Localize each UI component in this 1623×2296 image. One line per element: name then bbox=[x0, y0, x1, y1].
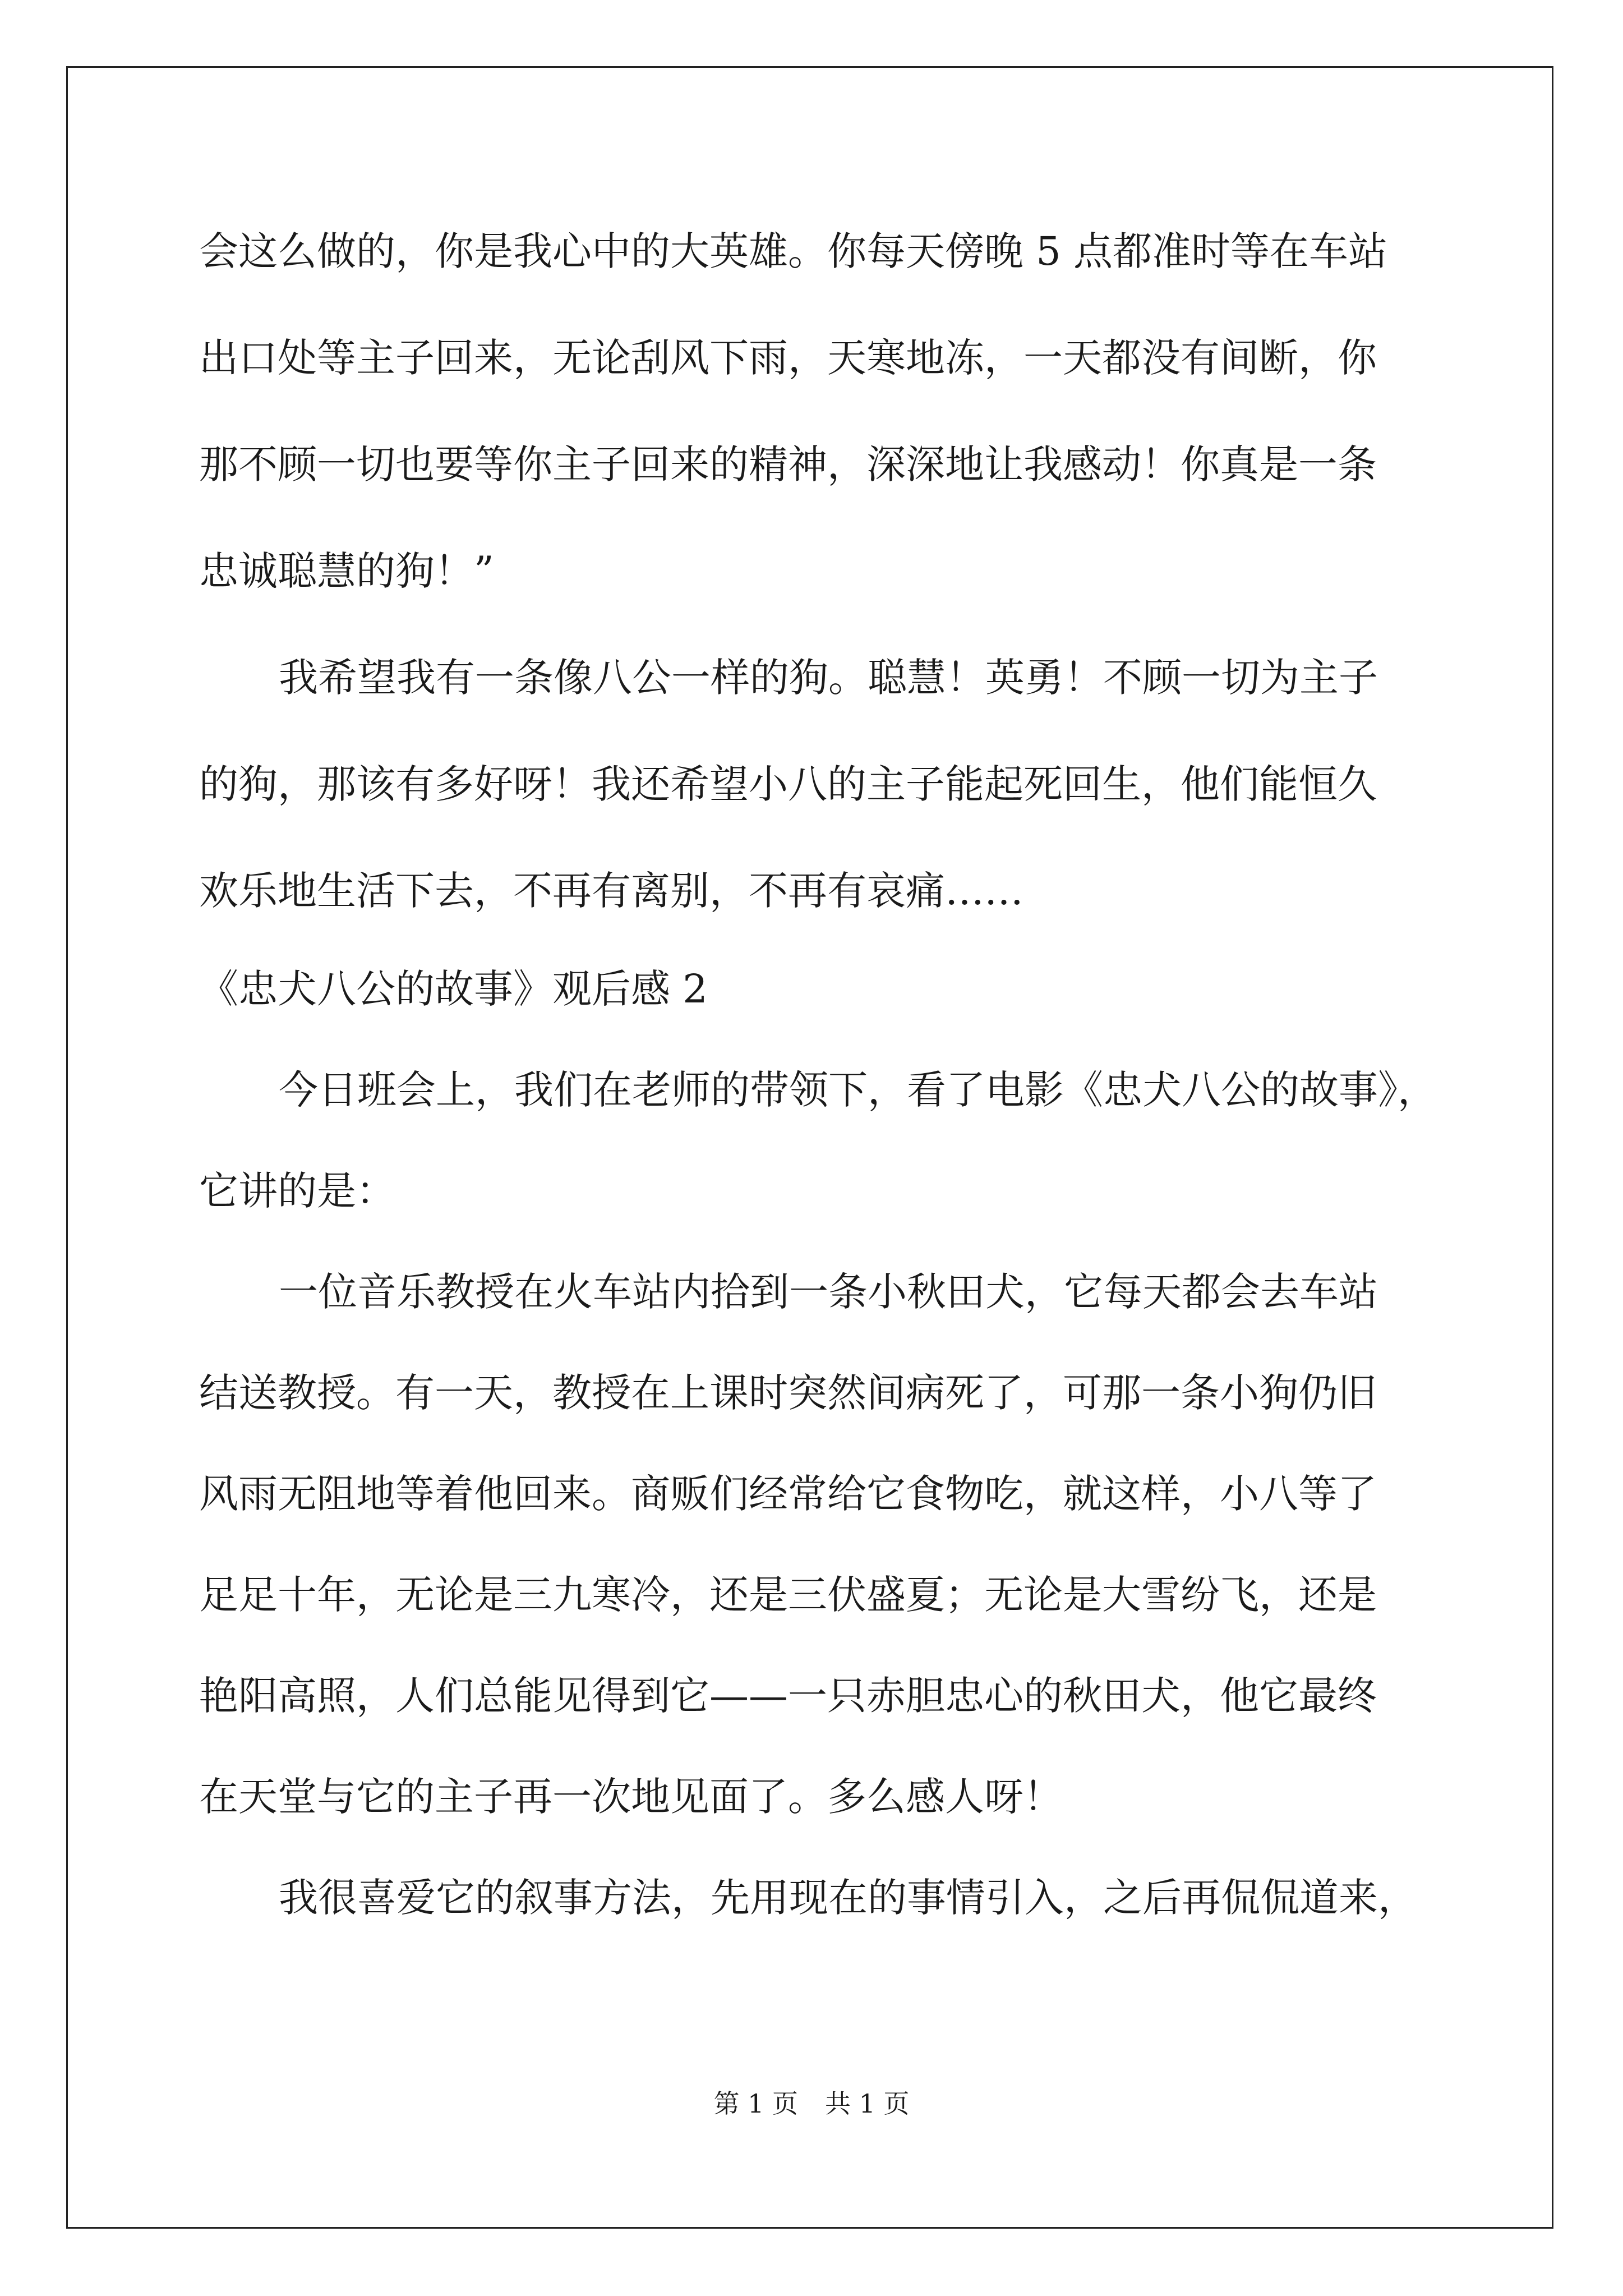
text-line: 风雨无阻地等着他回来。商贩们经常给它食物吃，就这样，小八等了 bbox=[199, 1471, 1377, 1517]
paragraph-start-line: 我希望我有一条像八公一样的狗。聪慧！英勇！不顾一切为主子 bbox=[279, 655, 1378, 701]
text-line: 出口处等主子回来，无论刮风下雨，天寒地冻，一天都没有间断，你 bbox=[199, 335, 1377, 381]
text-line: 会这么做的，你是我心中的大英雄。你每天傍晚 5 点都准时等在车站 bbox=[199, 228, 1388, 274]
text-line: 艳阳高照，人们总能见得到它——一只赤胆忠心的秋田犬，他它最终 bbox=[199, 1673, 1377, 1719]
paragraph-start-line: 今日班会上，我们在老师的带领下，看了电影《忠犬八公的故事》， bbox=[279, 1067, 1437, 1113]
text-line: 忠诚聪慧的狗！” bbox=[199, 548, 494, 594]
page-footer bbox=[0, 2087, 1623, 2120]
section-heading: 《忠犬八公的故事》观后感 2 bbox=[199, 966, 708, 1012]
paragraph-start-line: 我很喜爱它的叙事方法，先用现在的事情引入，之后再侃侃道来， bbox=[279, 1875, 1417, 1921]
page-number: 第 1 页 bbox=[713, 2088, 798, 2119]
text-line: 结送教授。有一天，教授在上课时突然间病死了，可那一条小狗仍旧 bbox=[199, 1370, 1377, 1416]
text-line: 在天堂与它的主子再一次地见面了。多么感人呀！ bbox=[199, 1774, 1063, 1820]
text-line: 那不顾一切也要等你主子回来的精神，深深地让我感动！你真是一条 bbox=[199, 441, 1377, 487]
text-line: 它讲的是： bbox=[199, 1168, 395, 1214]
text-line: 的狗，那该有多好呀！我还希望小八的主子能起死回生，他们能恒久 bbox=[199, 761, 1377, 807]
paragraph-start-line: 一位音乐教授在火车站内拾到一条小秋田犬，它每天都会去车站 bbox=[279, 1269, 1378, 1315]
page-total: 共 1 页 bbox=[825, 2088, 910, 2119]
text-line: 欢乐地生活下去，不再有离别，不再有哀痛…… bbox=[199, 868, 1023, 914]
text-line: 足足十年，无论是三九寒冷，还是三伏盛夏；无论是大雪纷飞，还是 bbox=[199, 1572, 1377, 1618]
